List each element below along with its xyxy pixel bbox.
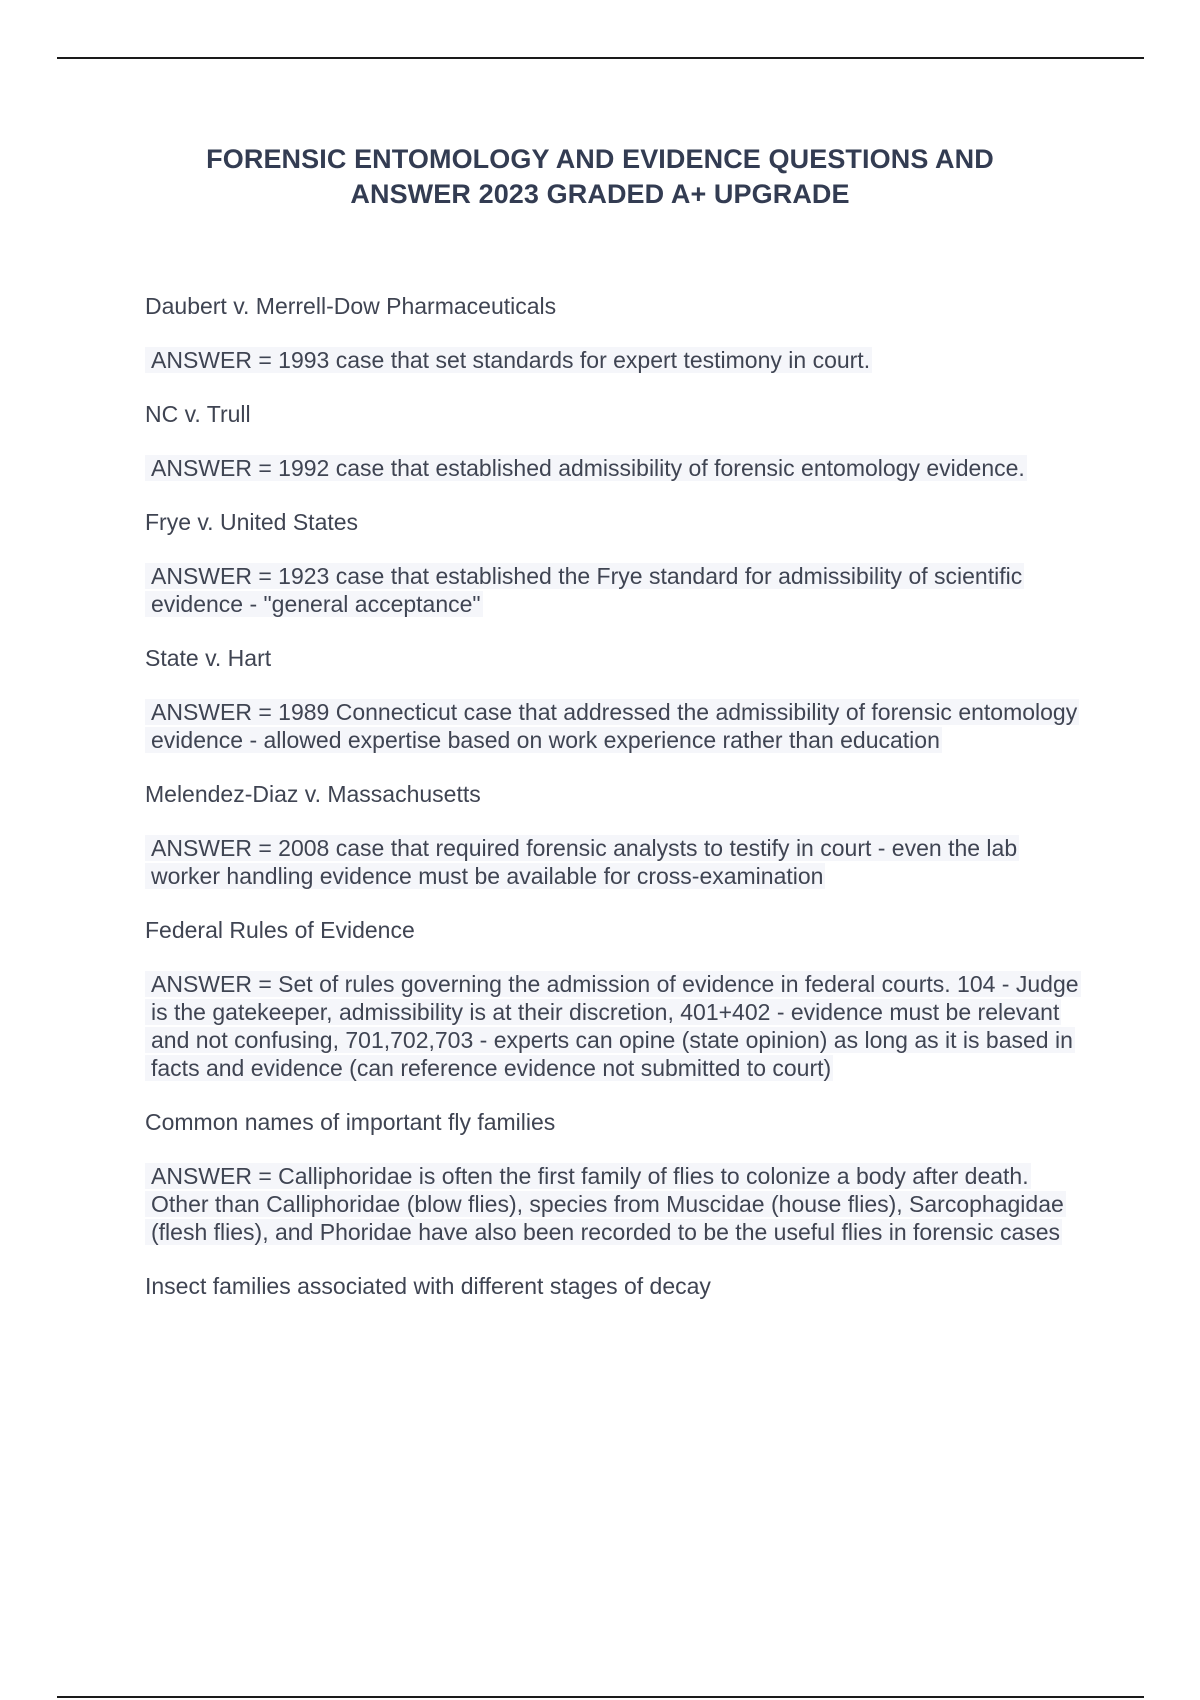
answer-block — [145, 346, 1090, 374]
question-text: Insect families associated with different stages of decay — [145, 1273, 711, 1299]
qa-item — [145, 1272, 1090, 1300]
answer-text: ANSWER = Set of rules governing the admission of evidence in federal courts. 104 - Judge is the gatekeeper, admissibility is at their discretion, 401+402 - evidence must be relevant and not confusing, 701,702,703 - experts can opine (state opinion) as long as it is based in facts and evidence (can reference evidence not submitted to court) — [145, 971, 1081, 1081]
qa-item — [145, 644, 1090, 754]
answer-text: ANSWER = Calliphoridae is often the first family of flies to colonize a body after death. Other than Calliphoridae (blow flies), species from Muscidae (house flies), Sarcophagidae (flesh flies), and Phoridae have also been recorded to be the useful flies in forensic cases — [145, 1163, 1066, 1245]
question-text: Common names of important fly families — [145, 1109, 556, 1135]
document-title: FORENSIC ENTOMOLOGY AND EVIDENCE QUESTIONS AND ANSWER 2023 GRADED A+ UPGRADE — [206, 144, 994, 209]
answer-text: ANSWER = 1993 case that set standards for expert testimony in court. — [145, 347, 872, 373]
answer-text: ANSWER = 1992 case that established admissibility of forensic entomology evidence. — [145, 455, 1027, 481]
question-text: State v. Hart — [145, 645, 272, 671]
answer-block — [145, 1162, 1090, 1246]
question-text: NC v. Trull — [145, 401, 251, 427]
question-text: Frye v. United States — [145, 509, 359, 535]
answer-text: ANSWER = 1989 Connecticut case that addressed the admissibility of forensic entomology evidence - allowed expertise based on work experience rather than education — [145, 699, 1079, 753]
qa-item — [145, 400, 1090, 482]
qa-item — [145, 916, 1090, 1082]
qa-list — [145, 292, 1090, 1326]
bottom-rule — [57, 1696, 1144, 1698]
qa-item — [145, 292, 1090, 374]
qa-item — [145, 1108, 1090, 1246]
question-text: Federal Rules of Evidence — [145, 917, 415, 943]
question-text: Melendez-Diaz v. Massachusetts — [145, 781, 481, 807]
answer-block — [145, 454, 1090, 482]
qa-item — [145, 780, 1090, 890]
top-rule — [57, 57, 1144, 59]
answer-text: ANSWER = 2008 case that required forensic analysts to testify in court - even the lab worker handling evidence must be available for cross-examination — [145, 835, 1019, 889]
answer-block — [145, 834, 1090, 890]
answer-text: ANSWER = 1923 case that established the Frye standard for admissibility of scientific evidence - "general acceptance" — [145, 563, 1024, 617]
answer-block — [145, 562, 1090, 618]
answer-block — [145, 698, 1090, 754]
answer-block — [145, 970, 1090, 1082]
qa-item — [145, 508, 1090, 618]
question-text: Daubert v. Merrell-Dow Pharmaceuticals — [145, 293, 557, 319]
